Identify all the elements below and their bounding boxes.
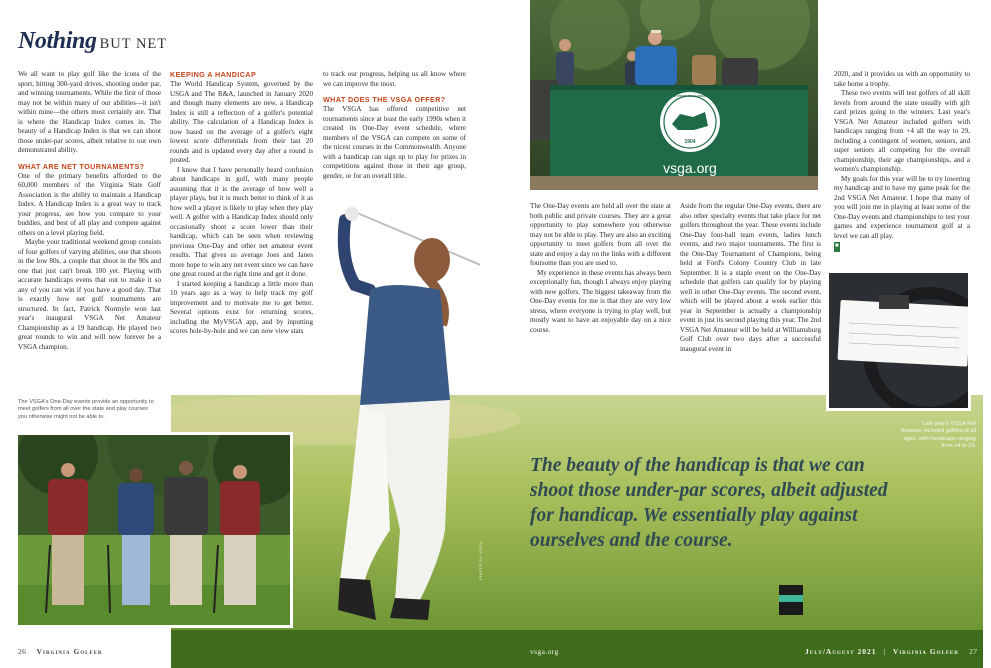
paragraph: 2020, and it provides us with an opportunity to take home a trophy. <box>834 70 970 88</box>
footer-left <box>18 647 103 656</box>
paragraph: We all want to play golf like the icons of the sport, hitting 300-yard drives, shooting under par, and winning tournaments. While the first of those may not be within many of our abilities—it isn't within mine—the others most certainly are. That is where the Handicap Index comes in. The beauty of a Handicap Index is that we can shoot those under-par scores, albeit relative to our own demonstrated ability. <box>18 70 161 154</box>
headline-tail: BUT NET <box>99 36 168 52</box>
paragraph: One of the primary benefits afforded to the 60,000 members of the Virginia State Golf Association is the ability to maintain a Handicap Index. A Handicap Index is a great way to track your progress, see how you compare to your buddies, and best of all play and compete against others on a level playing field. <box>18 171 161 237</box>
magazine-name-right: Virginia Golfer <box>892 647 959 656</box>
page-number-left: 26 <box>18 647 27 656</box>
page-number-right: 27 <box>969 647 978 656</box>
banner-year: 1904 <box>684 139 696 145</box>
text-column-1 <box>18 70 161 352</box>
footer-separator: | <box>883 647 886 656</box>
subhead: WHAT DOES THE VSGA OFFER? <box>323 95 446 104</box>
subhead: KEEPING A HANDICAP <box>170 70 257 79</box>
photo-caption-left: The VSGA's One-Day events provide an opportunity to meet golfers from all over the state and play courses you otherwise might not be able to. <box>18 399 154 420</box>
pull-quote: The beauty of the handicap is that we can shoot those under-par scores, albeit adjusted for handicap. We essentially play against ourselves and the course. <box>530 455 888 551</box>
footer-url: vsga.org <box>530 647 559 656</box>
photo-vsga-table <box>530 0 818 190</box>
footer-right <box>805 647 977 656</box>
text-column-4 <box>530 202 671 335</box>
photo-foursome <box>15 432 293 628</box>
text-column-3 <box>323 70 466 181</box>
paragraph: Aside from the regular One-Day events, there are also other specialty events that take place for net golfers throughout the year. These events include One-Day four-ball team events, ladies lunch events, and two major tournaments. The first is the One-Day Tournament of Champions, being held at Ford's Colony Country Club in late September. It is a staple event on the One-Day schedule that golfers can qualify for by playing well in other One-Day events. The second event, which will be played about a week earlier this year in September is actually a championship event in just its second playing this year. The 2nd VSGA Net Amateur will be held at Williamsburg Golf Club over two days after a successful inaugural event in <box>680 202 821 353</box>
foursome-illustration <box>18 435 290 625</box>
photo-credit: PHOTO BY VSGA <box>478 540 483 580</box>
photo-caption-right: Last year's VSGA Net Amateur included golfers of all ages, with handicaps ranging from +4 to 29. <box>900 421 976 449</box>
golfer-figure <box>300 200 480 668</box>
paragraph: These two events will test golfers of all skill levels from around the state usually with gift card prizes going to the winners. Last year's VSGA Net Amateur included golfers with handicaps ranging from +4 all the way to 29, including a contingent of women, seniors, and super seniors all competing for the overall championship, their age championships, and a women's championship. <box>834 89 970 173</box>
paragraph: I know that I have personally heard confusion about handicaps in golf, with many people assuming that it is the average of how well a player plays, but it is much better to think of it as how well a player is likely to play when they play well. A golfer with a Handicap Index should only occasionally shoot a score lower than their handicap, which can be seen when reviewing previous One-Day and other net amateur event results. That gives us average Joes and Janes more hope to win any net event since we can have one great round at the right time and get it done. <box>170 165 313 278</box>
photo-scorecard <box>826 270 971 411</box>
paragraph: The World Handicap System, governed by the USGA and The R&A, launched in January 2020 and though many elements are new, a Handicap Index is still a reflection of a golfer's potential ability. The calculation of a Handicap Index is now based on the average of a golfer's eight lowest score differentials from their last 20 rounds and is updated every day after a round is posted. <box>170 80 313 164</box>
article-headline <box>18 28 167 55</box>
paragraph: My goals for this year will be to try lowering my handicap and to have my game peak for the 2nd VSGA Net Amateur. I hope that many of you will join me in playing at least some of the One-Day events and championships to test your games and experience tournament golf at a level we can all play. <box>834 174 970 240</box>
paragraph: The VSGA has offered competitive net tournaments since at least the early 1990s when it created its One-Day event schedule, where members of the VSGA can compete on some of the nicest courses in the Commonwealth. Anyone with a handicap can sign up to play for prizes in competitions against those in their age group, gender, or for an overall title. <box>323 105 466 180</box>
paragraph: to track our progress, helping us all know where we can improve the most. <box>323 70 466 88</box>
golfer-illustration <box>300 200 480 668</box>
paragraph: My experience in these events has always been exceptionally fun, though I always enjoy playing with new golfers. The biggest takeaway from the One-Day events for me is that they are very low stress, where everyone is trying to play well, but mostly want to have an enjoyable day on a nice course. <box>530 268 671 334</box>
text-column-5 <box>680 202 821 356</box>
magazine-name-left: Virginia Golfer <box>36 647 103 656</box>
text-column-2 <box>170 70 313 337</box>
paragraph: I started keeping a handicap a little more than 10 years ago as a way to help track my golf improvement and to motivate me to get better. Several options exist for returning scores, including the MyVSGA app, and by inputting scores hole-by-hole and we can now view stats <box>170 279 313 335</box>
end-mark-icon: ■ <box>834 242 840 252</box>
banner-url: vsga.org <box>663 160 717 176</box>
text-column-6 <box>834 70 970 252</box>
issue-date: July/August 2021 <box>805 647 877 656</box>
scorecard-illustration <box>829 273 968 408</box>
banner-ring-text: VIRGINIA STATE GOLF ASSOCIATION <box>663 94 717 98</box>
subhead: WHAT ARE NET TOURNAMENTS? <box>18 161 145 171</box>
paragraph: Maybe your traditional weekend group consists of four golfers of varying abilities, one that shoots in the low 80s, a couple that shoot in the 90s and one that just can't break 100 yet. Playing with accurate handicaps evens that out to make it so any of you can win if you have a good day. That is exactly how net golf tournaments are structured. In fact, Patrick Normyle won last year's inaugural VSGA Net Amateur Championship as a 19 handicap. He played two great rounds to win and will now forever be a VSGA champion. <box>18 238 161 351</box>
paragraph: The One-Day events are held all over the state at both public and private courses. They are a great opportunity to play somewhere you otherwise may not be able to play. They are also an exciting opportunity to meet golfers from all over the state and enjoy a day on the links with a different foursome than you are used to. <box>530 202 671 267</box>
headline-main: Nothing <box>18 28 97 54</box>
